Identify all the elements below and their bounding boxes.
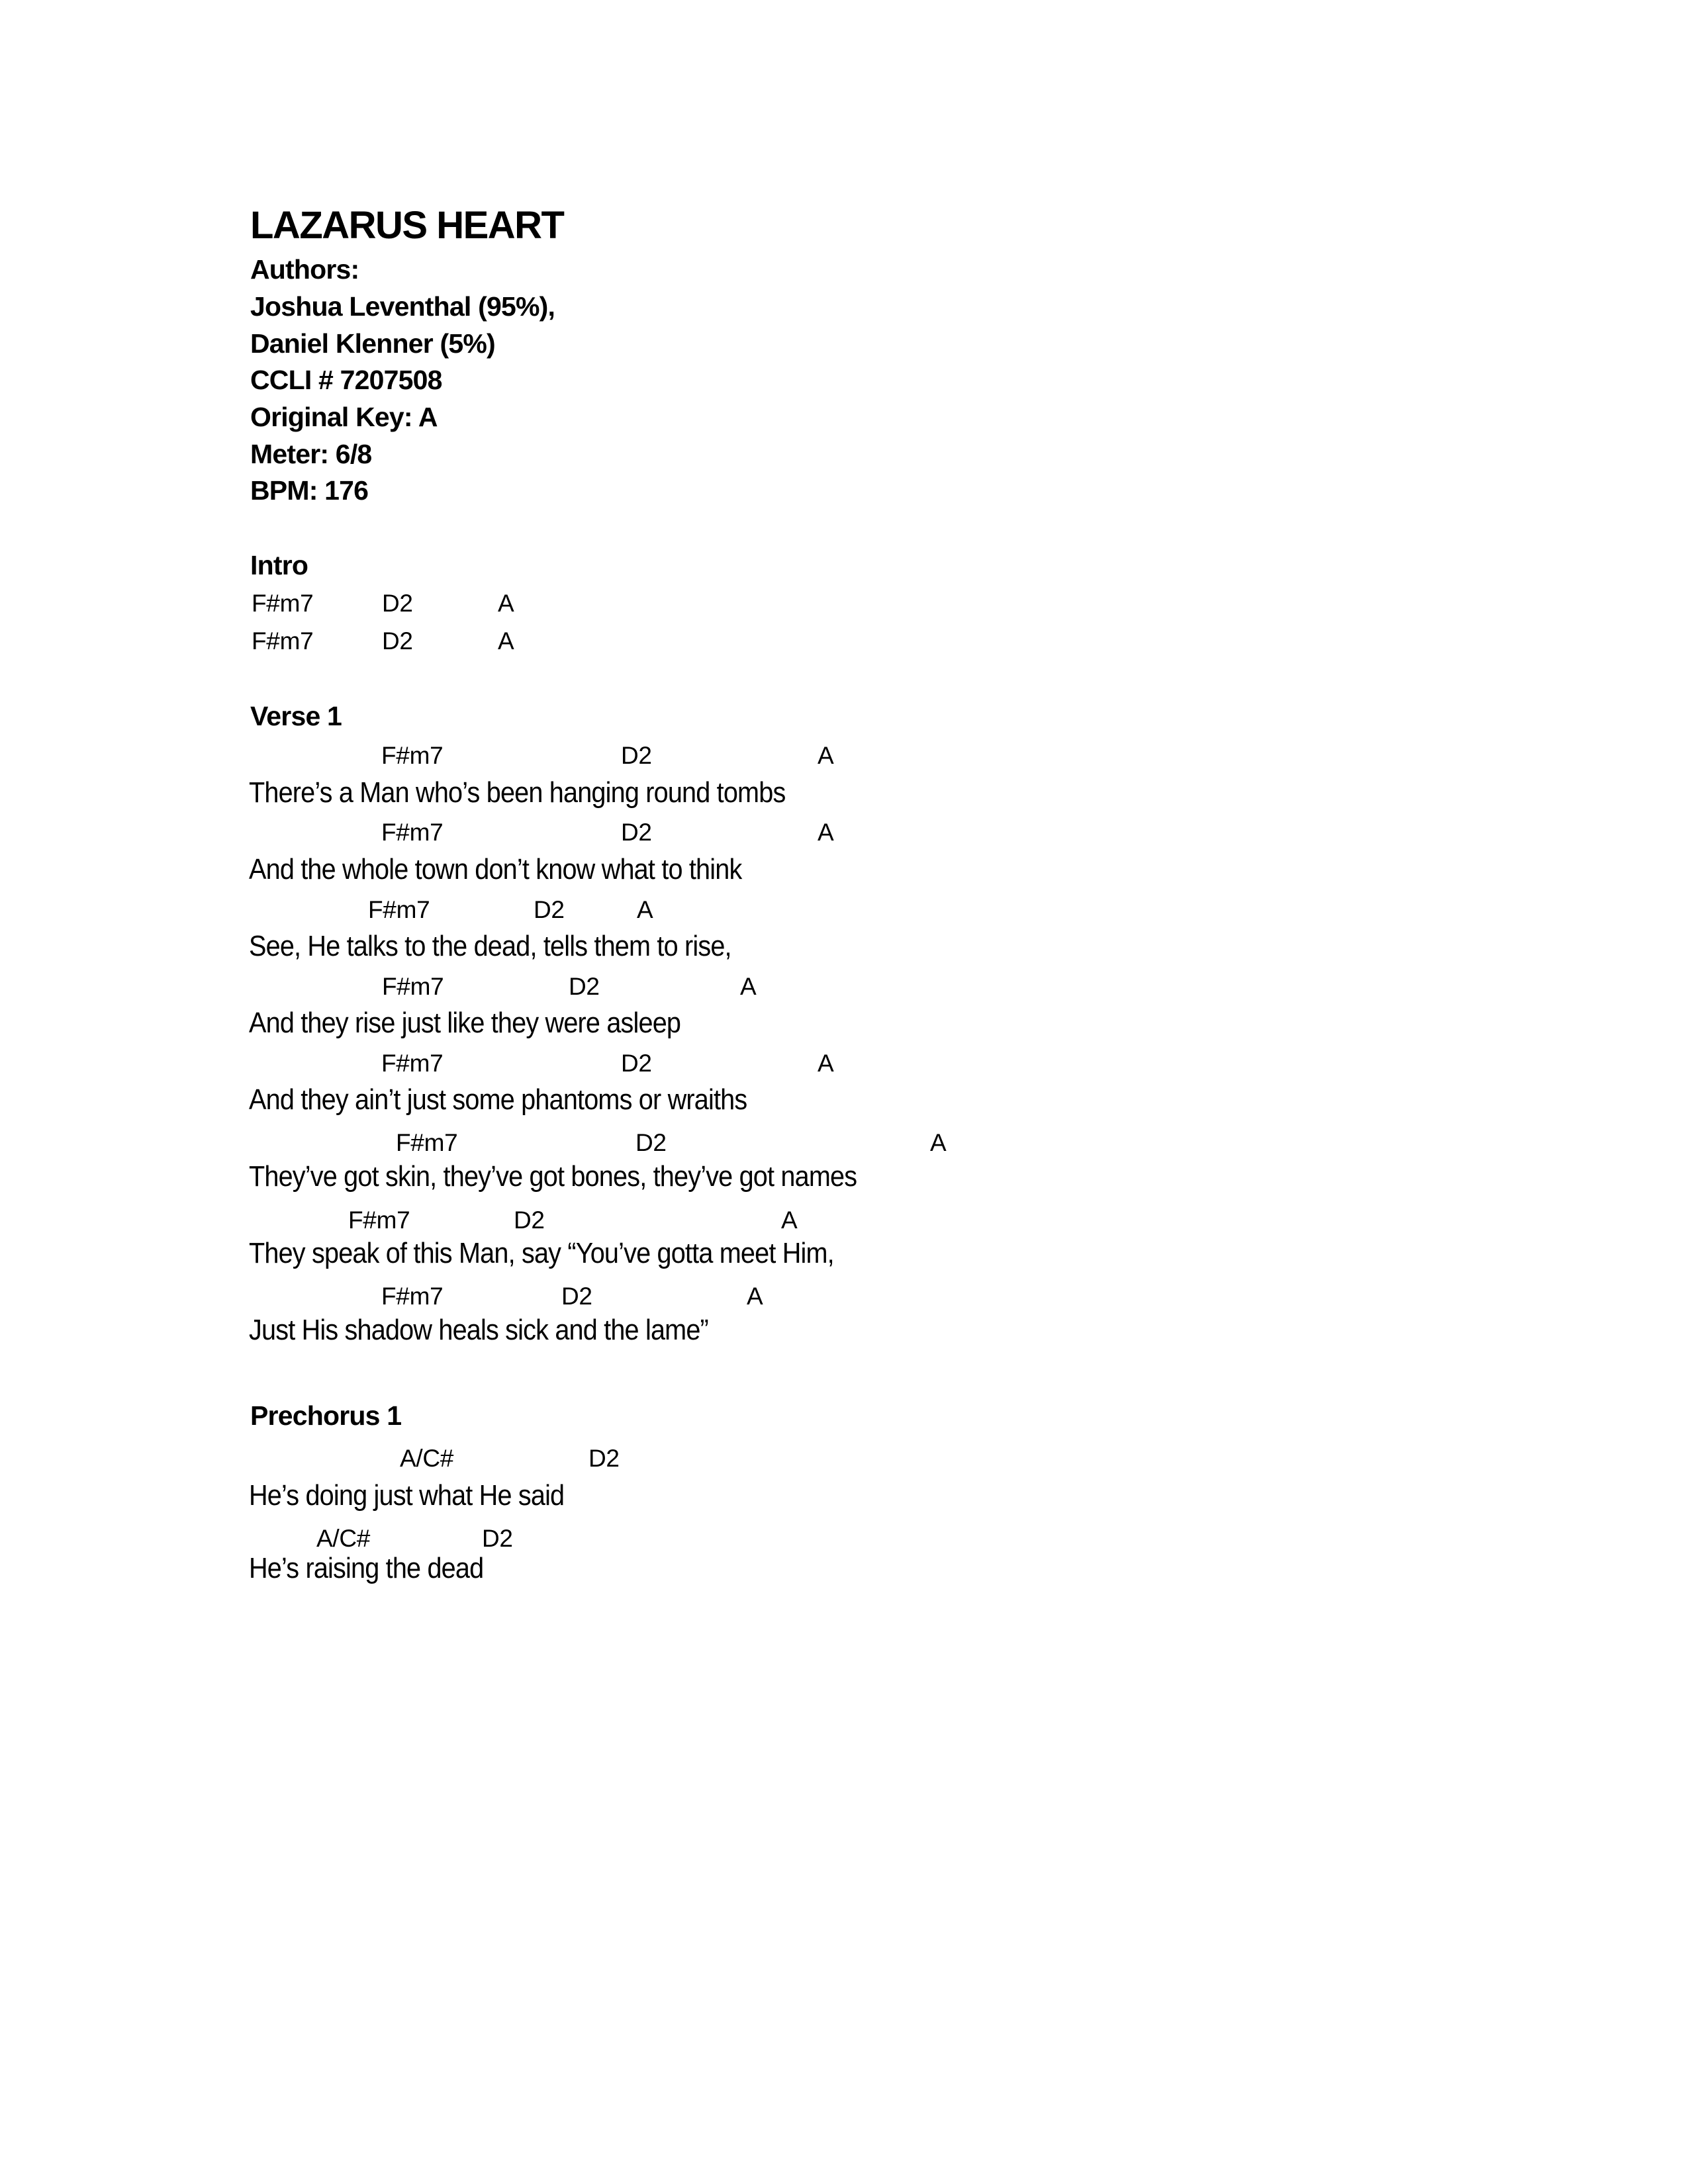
chord: F#m7 <box>381 742 444 769</box>
meter: Meter: 6/8 <box>250 439 372 469</box>
section-heading-verse-1: Verse 1 <box>250 701 342 731</box>
chord: A/C# <box>316 1525 371 1552</box>
lyric-line: And they ain’t just some phantoms or wraiths <box>249 1083 747 1116</box>
chord: D2 <box>621 819 652 846</box>
chord: D2 <box>534 896 565 923</box>
lyric-line: He’s doing just what He said <box>249 1479 565 1512</box>
chord: D2 <box>621 1050 652 1077</box>
lyric-line: They’ve got skin, they’ve got bones, they’ve got names <box>249 1160 857 1193</box>
chord: A <box>930 1129 947 1156</box>
lyric-line: They speak of this Man, say “You’ve gotta meet Him, <box>249 1237 834 1269</box>
chord: F#m7 <box>381 819 444 846</box>
chord: D2 <box>382 590 413 617</box>
chord: D2 <box>482 1525 513 1552</box>
chord: F#m7 <box>396 1129 458 1156</box>
authors-label: Authors: <box>250 254 359 285</box>
chord: A <box>498 627 514 655</box>
lyric-line: There’s a Man who’s been hanging round tombs <box>249 776 786 809</box>
chord: A <box>637 896 653 923</box>
lyric-line: Just His shadow heals sick and the lame” <box>249 1314 708 1346</box>
chord: A <box>818 742 834 769</box>
chord: A <box>781 1206 798 1234</box>
chord: F#m7 <box>368 896 430 923</box>
chord: F#m7 <box>381 1283 444 1310</box>
chord: D2 <box>621 742 652 769</box>
section-heading-prechorus-1: Prechorus 1 <box>250 1400 402 1431</box>
chord: A/C# <box>400 1445 454 1472</box>
ccli-number: CCLI # 7207508 <box>250 365 442 395</box>
chord: D2 <box>588 1445 620 1472</box>
bpm: BPM: 176 <box>250 475 369 506</box>
chord: A <box>818 1050 834 1077</box>
chord: F#m7 <box>252 627 314 655</box>
lyric-line: And the whole town don’t know what to think <box>249 853 742 886</box>
chord: D2 <box>635 1129 667 1156</box>
chord: A <box>740 973 757 1000</box>
lyric-line: See, He talks to the dead, tells them to rise, <box>249 930 731 962</box>
chord: D2 <box>561 1283 592 1310</box>
chord: A <box>818 819 834 846</box>
lyric-line: He’s raising the dead <box>249 1552 484 1584</box>
chord: F#m7 <box>348 1206 410 1234</box>
chord: A <box>498 590 514 617</box>
chord: D2 <box>514 1206 545 1234</box>
section-heading-intro: Intro <box>250 550 308 580</box>
lyric-line: And they rise just like they were asleep <box>249 1007 681 1039</box>
chord: D2 <box>382 627 413 655</box>
original-key: Original Key: A <box>250 402 438 432</box>
song-title: LAZARUS HEART <box>250 204 564 247</box>
chord: A <box>747 1283 763 1310</box>
chord: F#m7 <box>382 973 444 1000</box>
author-2: Daniel Klenner (5%) <box>250 328 495 359</box>
chord: F#m7 <box>381 1050 444 1077</box>
chord: D2 <box>569 973 600 1000</box>
chord: F#m7 <box>252 590 314 617</box>
author-1: Joshua Leventhal (95%), <box>250 291 555 322</box>
